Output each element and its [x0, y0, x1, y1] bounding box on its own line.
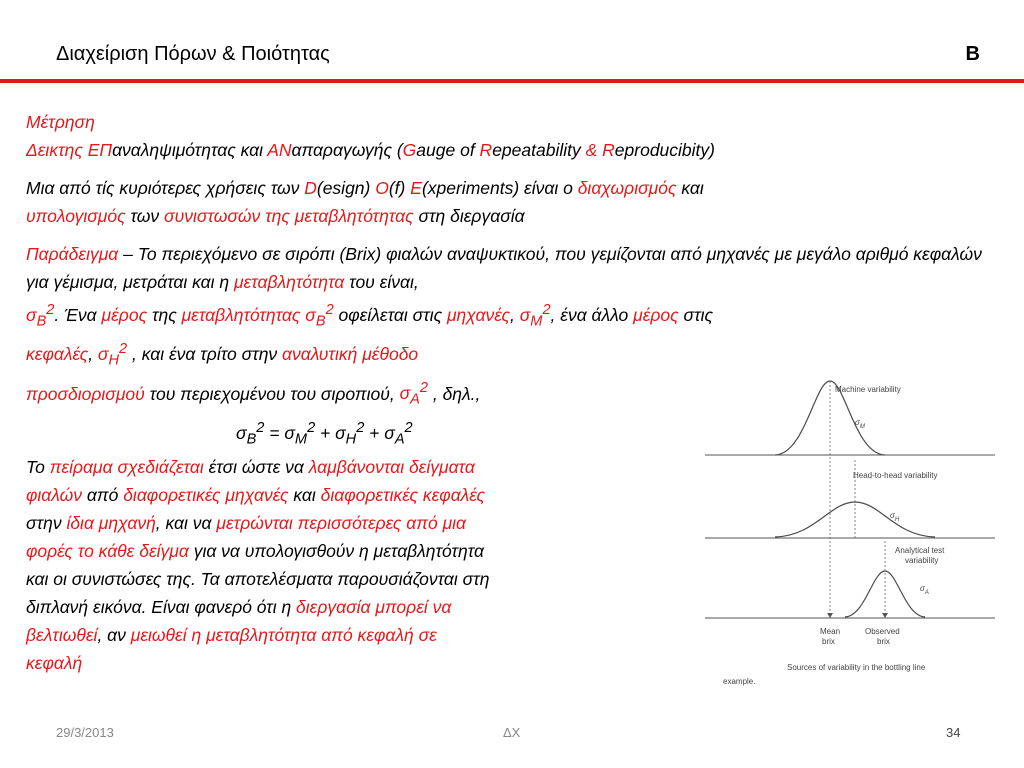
variability-figure	[705, 378, 1000, 698]
label-machine: Machine variability	[835, 385, 901, 394]
mean-arrow	[827, 613, 833, 618]
figure-caption-2: example.	[723, 677, 756, 686]
label-mean-1: Mean	[820, 627, 841, 636]
observed-arrow	[882, 613, 888, 618]
label-analytical-1: Analytical test	[895, 546, 945, 555]
heading-measurement: Μέτρηση	[26, 112, 95, 132]
label-observed-1: Observed	[865, 627, 900, 636]
figure-caption-1: Sources of variability in the bottling line	[787, 663, 926, 672]
experiment-paragraph: Το πείραμα σχεδιάζεται έτσι ώστε να λαμβάνονται δείγματα φιαλών από διαφορετικές μηχανές και διαφορετικές κεφαλές στην ίδια μηχανή, και να μετρώνται περισσότερες από μια φορές το κάθε δείγμα για να υπολογισθούν η μεταβλητότητα και οι συνιστώσες της. Τα αποτελέσματα παρουσιάζονται στη διπλανή εικόνα. Είναι φανερό ότι η διεργασία μπορεί να βελτιωθεί, αν μειωθεί η μεταβλητότητα από κεφαλή σε κεφαλή	[26, 457, 490, 674]
slide-header	[0, 0, 1024, 80]
variance-formula: $\sigma_B^2 = \sigma_M^2 + \sigma_H^2 + \sigma_A^2$	[236, 419, 413, 448]
header-divider	[0, 79, 1024, 83]
head-curve	[775, 502, 935, 537]
gauge-rr-line: Δεικτης ΕΠαναληψιμότητας και ΑΝαπαραγωγής (Gauge of Repeatability & Reproducibity)	[26, 140, 715, 160]
label-head: Head-to-head variability	[853, 471, 938, 480]
label-sigma-a: $\sigma_A$	[920, 584, 929, 596]
label-sigma-h: $\sigma_H$	[890, 511, 900, 523]
slide-title: Διαχείριση Πόρων & Ποιότητας	[56, 43, 330, 65]
footer-author: ΔΧ	[503, 725, 521, 740]
section-letter: B	[965, 43, 980, 65]
page-number: 34	[946, 725, 961, 740]
variability-diagram	[705, 378, 1000, 698]
doe-paragraph: Μια από τίς κυριότερες χρήσεις των D(esign) O(f) E(xperiments) είναι ο διαχωρισμός και υπολογισμός των συνιστωσών της μεταβλητότητας στη διεργασία	[26, 178, 704, 226]
footer-date: 29/3/2013	[56, 725, 114, 740]
label-sigma-m: $\sigma_M$	[855, 418, 865, 430]
label-mean-2: brix	[822, 637, 835, 646]
label-analytical-2: variability	[905, 556, 939, 565]
example-paragraph: Παράδειγμα – Το περιεχόμενο σε σιρόπι (Brix) φιαλών αναψυκτικού, που γεμίζονται από μηχανές με μεγάλο αριθμό κεφαλών για γέμισμα, μετράται και η μεταβλητότητα του είναι, $\sigma_B^2$. Ένα μέρος της μεταβλητότητας $\sigma_B^2$ οφείλεται στις μηχανές, $\sigma_M^2$, ένα άλλο μέρος στις κεφαλές, $\sigma_H^2$ , και ένα τρίτο στην αναλυτική μέθοδο προσδιορισμού του περιεχομένου του σιροπιού, $\sigma_A^2$ , δηλ.,	[26, 244, 982, 408]
label-observed-2: brix	[877, 637, 890, 646]
